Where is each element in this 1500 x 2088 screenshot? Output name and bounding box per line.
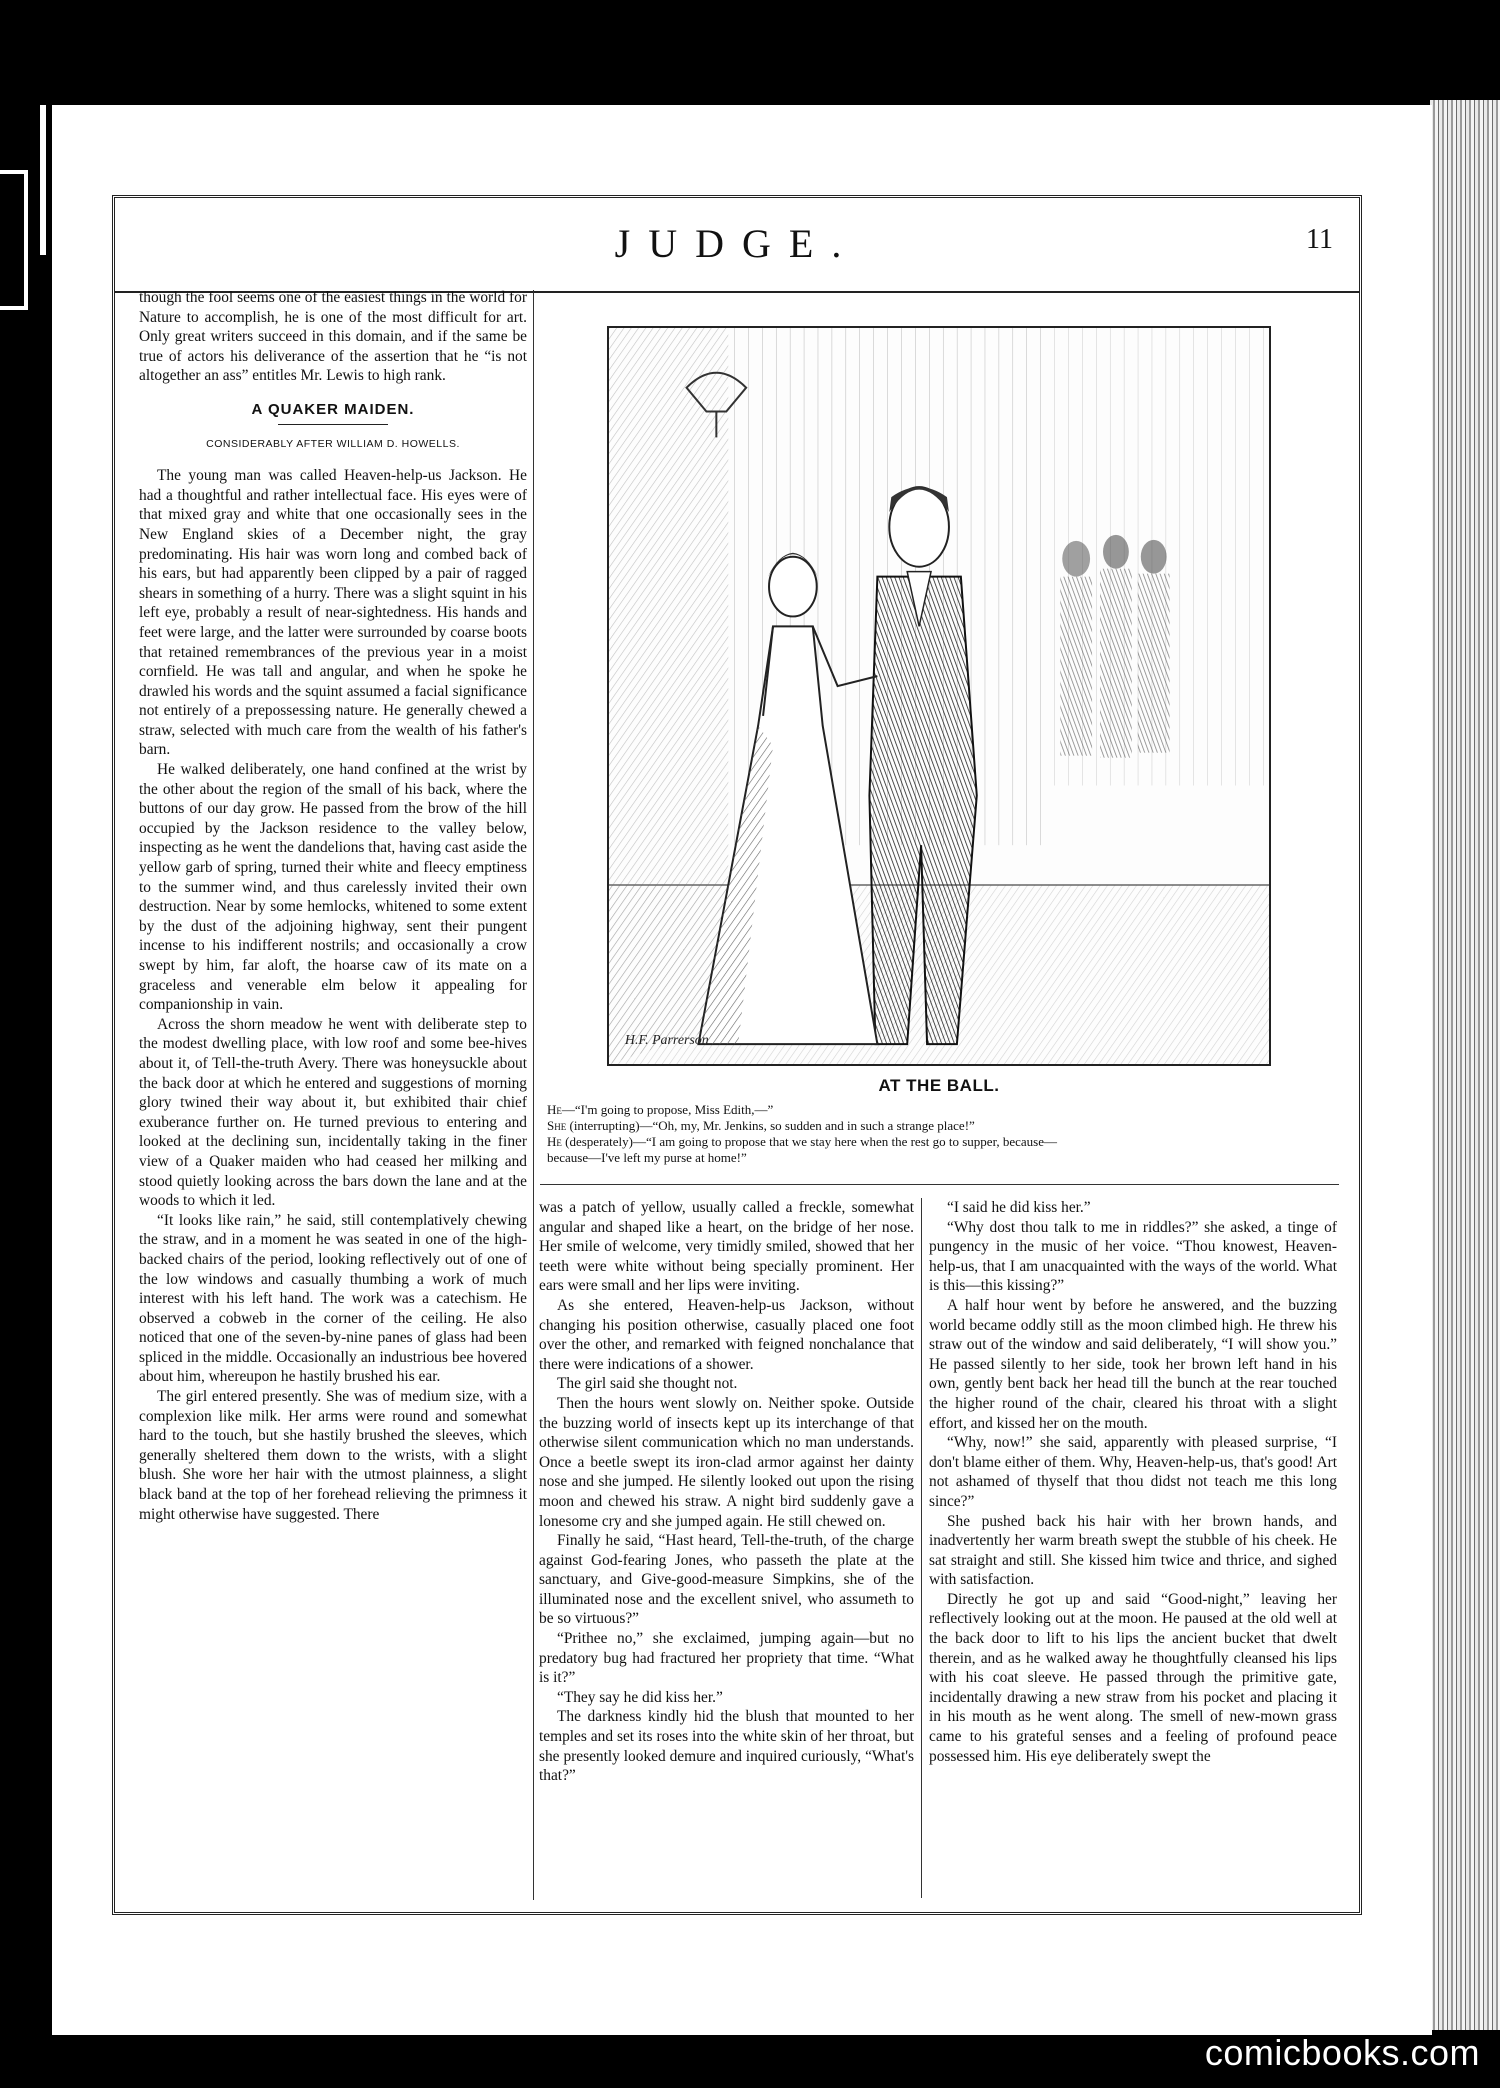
story-paragraph: A half hour went by before he answered, and the buzzing world became oddly still as the moon climbed high. He threw his straw out of the window and said deliberately, “I will show you.” He passed silently to her side, took her brown left hand in his own, gently bent back her head till the bunch at the rear touched the higher round of the chair, cleared his throat with a slight effort, and kissed her on the mouth. bbox=[929, 1296, 1337, 1432]
story-paragraph: Across the shorn meadow he went with deliberate step to the modest dwelling place, with low roof and some bee-hives about it, of Tell-the-truth Avery. There was honeysuckle about the back door at which he entered and suggestions of morning glory twined their way about it, but exhibited thair chief exuberance further on. He turned previous to entering and looked at the declining sun, incidentally taking in the finer view of a Quaker maiden who had ceased her milking and stood quietly looking across the bars down the lane and at the woods to which it led. bbox=[139, 1015, 527, 1210]
story-paragraph: He walked deliberately, one hand confined at the wrist by the other about the region of the small of his back, where the buttons of our day grow. He passed from the brow of the hill occupied by the Jackson residence to the valley below, inspecting as he went the dandelions that, having cast aside the yellow garb of spring, turned their white and fleecy emptiness to the summer wind, and thus carelessly invited their own destruction. Near by some hemlocks, whitened to some extent by the dust of the adjoining highway, sent their pungent incense to his indifferent nostrils; and occasionally a crow swept by him, far aloft, the hoarse caw of its mate on a graceless and venerable elm below it appealing for companionship in vain. bbox=[139, 761, 527, 1014]
story-paragraph: Then the hours went slowly on. Neither spoke. Outside the buzzing world of insects kept up its interchange of that otherwise silent communication which no man understands. Once a beetle swept its iron-clad armor against her dainty nose and she jumped. He silently looked out upon the rising moon and chewed his straw. A night bird suddenly gave a lonesome cry and she jumped again. He still chewed on. bbox=[539, 1394, 914, 1530]
story-paragraph: The young man was called Heaven-help-us Jackson. He had a thoughtful and rather intellectual face. His eyes were of that mixed gray and white that one occasionally sees in the New England skies of a December night, the gray predominating. His hair was worn long and combed back of his ears, but had apparently been clipped by a pair of ragged shears in something of a hurry. There was a slight squint in his left eye, probably a result of near-sightedness. His hands and feet were large, and the latter were surrounded by coarse boots that retained remembrances of the previous year in a moist cornfield. He was tall and angular, and when he spoke he drawled his words and the squint assumed a facial significance not entirely of a prepossessing nature. He generally chewed a straw, selected with much care from the wealth of his father's barn. bbox=[139, 467, 527, 759]
story-paragraph: “It looks like rain,” he said, still contemplatively chewing the straw, and in a moment he was seated in one of the high-backed chairs of the period, looking reflectively out of one of the low windows and casually thumbing a work of much interest with his left hand. The work was a catechism. He observed a cobweb in the corner of the ceiling. He also noticed that one of the seven-by-nine panes of glass had been spliced in the middle. Occasionally an industrious bee hovered about him, whereupon he hastily brushed his ear. bbox=[139, 1211, 527, 1386]
illustration-title: AT THE BALL. bbox=[878, 1076, 1000, 1095]
story-title: A QUAKER MAIDEN. bbox=[251, 400, 415, 418]
artist-signature: H.F. Parrerson bbox=[624, 1033, 709, 1049]
story-paragraph: Finally he said, “Hast heard, Tell-the-truth, of the charge against God-fearing Jones, who passeth the plate at the sanctuary, and Give-good-measure Simpkins, she of the illuminated nose and the excellent snivel, who assumeth to be so virtuous?” bbox=[539, 1532, 914, 1628]
page-sheet bbox=[52, 105, 1432, 2035]
story-paragraph: “They say he did kiss her.” bbox=[557, 1688, 723, 1706]
masthead-title: JUDGE. bbox=[614, 221, 860, 266]
story-paragraph: The girl said she thought not. bbox=[557, 1375, 738, 1393]
column-3 bbox=[929, 1198, 1337, 1898]
story-paragraph: was a patch of yellow, usually called a freckle, somewhat angular and shaped like a heart, on the bridge of her nose. Her smile of welcome, very timidly smiled, showed that her teeth were white without being specially prominent. Her ears were small and her lips were inviting. bbox=[539, 1199, 914, 1295]
site-watermark: comicbooks.com bbox=[1204, 2032, 1480, 2073]
caption-line: because—I've left my purse at home!” bbox=[547, 1150, 747, 1165]
binding-mark bbox=[40, 105, 46, 255]
story-paragraph: The girl entered presently. She was of medium size, with a complexion like milk. Her arms were round and somewhat hard to the touch, but she hastily brushed the sleeves, which generally sheltered them down to the wrists, with a slight blush. She wore her hair with the utmost plainness, a slight black band at the top of her forehead relieving the primness it might otherwise have suggested. There bbox=[139, 1388, 527, 1523]
illustration-caption bbox=[547, 1102, 1337, 1166]
story-paragraph: She pushed back his hair with her brown hands, and inadvertently her warm breath swept the stubble of his cheek. He sat straight and still. She kissed him twice and thrice, and sighed with satisfaction. bbox=[929, 1512, 1337, 1589]
ball-scene-drawing bbox=[609, 328, 1269, 1064]
page-header bbox=[115, 216, 1359, 276]
column-divider bbox=[921, 1198, 922, 1898]
story-paragraph: “Why, now!” she said, apparently with pleased surprise, “I don't blame either of them. Why, Heaven-help-us, that's good! Art not ashamed of thyself that thou didst not teach me this long since?” bbox=[929, 1434, 1337, 1510]
story-paragraph: As she entered, Heaven-help-us Jackson, without changing his position otherwise, casually placed one foot over the other, and remarked with feigned nonchalance that there were indications of a shower. bbox=[539, 1296, 914, 1373]
caption-line: He (desperately)—“I am going to propose that we stay here when the rest go to supper, because— bbox=[547, 1134, 1058, 1149]
caption-line: He—“I'm going to propose, Miss Edith,—” bbox=[547, 1102, 774, 1117]
page-frame bbox=[112, 195, 1362, 1915]
column-2 bbox=[539, 1198, 914, 1898]
story-paragraph: The darkness kindly hid the blush that mounted to her temples and set its roses into the white skin of her throat, but she presently looked demure and inquired curiously, “What's that?” bbox=[539, 1708, 914, 1785]
illustration-at-the-ball bbox=[607, 326, 1271, 1066]
binding-bracket-mark bbox=[0, 170, 28, 310]
story-paragraph: “Prithee no,” she exclaimed, jumping again—but no predatory bug had fractured her propriety that time. “What is it?” bbox=[539, 1630, 914, 1687]
story-paragraph: Directly he got up and said “Good-night,” leaving her reflectively looking out at the moon. He paused at the old well at the back door to lift to his lips the ancient bucket that dwelt therein, and as he walked away he thoughtfully cleansed his lips with his coat sleeve. He passed through the primitive gate, incidentally drawing a new straw from his pocket and placing it in his mouth as he went along. The smell of new-mown grass came to his grateful senses and a feeling of profound peace possessed him. His eye deliberately swept the bbox=[929, 1590, 1337, 1765]
intro-paragraph: though the fool seems one of the easiest things in the world for Nature to accomplish, he is one of the most difficult for art. Only great writers succeed in this domain, and if the same be true of actors his deliverance of the assertion that he “is not altogether an ass” entitles Mr. Lewis to high rank. bbox=[139, 289, 527, 385]
story-paragraph: “I said he did kiss her.” bbox=[947, 1199, 1091, 1216]
title-rule bbox=[278, 424, 388, 425]
caption-divider bbox=[540, 1184, 1339, 1185]
story-subtitle: CONSIDERABLY AFTER WILLIAM D. HOWELLS. bbox=[206, 437, 460, 450]
page-number: 11 bbox=[1306, 224, 1333, 255]
page-stack-edge bbox=[1430, 100, 1500, 2030]
column-divider bbox=[533, 290, 534, 1900]
story-paragraph: “Why dost thou talk to me in riddles?” she asked, a tinge of pungency in the music of her voice. “Thou knowest, Heaven-help-us, that I am unacquainted with the ways of the world. What is this—this kissing?” bbox=[929, 1218, 1337, 1295]
caption-line: She (interrupting)—“Oh, my, Mr. Jenkins, so sudden and in such a strange place!” bbox=[547, 1118, 975, 1133]
column-1 bbox=[139, 288, 527, 1898]
